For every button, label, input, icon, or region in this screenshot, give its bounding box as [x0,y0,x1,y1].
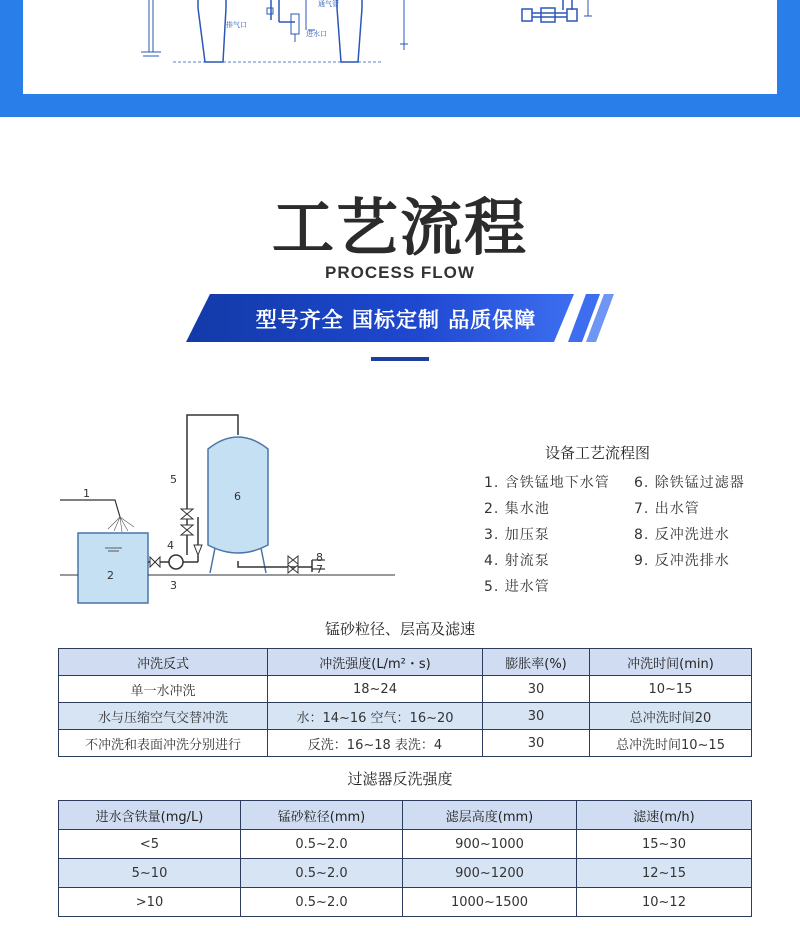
table-cell: 水与压缩空气交替冲洗 [59,703,268,730]
process-diagram [50,405,410,610]
legend-item-8: 8. 反冲洗进水 [634,527,730,543]
table-row [59,676,752,703]
diagram-label-2: 2 [107,569,114,582]
table-cell: 30 [483,730,590,757]
table2-header: 进水含铁量(mg/L) [59,801,241,830]
table-cell: 反洗：16~18 表洗：4 [268,730,483,757]
table-cell: >10 [59,888,241,917]
legend-item-7: 7. 出水管 [634,501,700,517]
table-cell: 0.5~2.0 [241,830,403,859]
table2-header-row [59,801,752,830]
table-cell: 单一水冲洗 [59,676,268,703]
diagram-label-5: 5 [170,473,177,486]
diagram-label-7: 7 [316,563,323,576]
diagram-label-6: 6 [234,490,241,503]
table-cell: 0.5~2.0 [241,859,403,888]
table-row [59,703,752,730]
table-cell: 10~15 [590,676,752,703]
table-row [59,859,752,888]
table-row [59,888,752,917]
legend-item-1: 1. 含铁锰地下水管 [484,475,610,491]
top-drawing-frame [0,0,800,117]
page-subtitle: PROCESS FLOW [325,263,475,282]
collection-pool-2 [78,533,148,603]
legend-item-4: 4. 射流泵 [484,553,550,569]
table1-header-row [59,649,752,676]
table2-header: 锰砂粒径(mm) [241,801,403,830]
inlet-label: 进水口 [306,30,327,38]
table1-header: 膨胀率(%) [483,649,590,676]
table-cell: 30 [483,676,590,703]
pipe-label: 通气管 [318,0,339,8]
diagram-label-4: 4 [167,539,174,552]
filter-spec-table [58,800,752,917]
table-cell: 0.5~2.0 [241,888,403,917]
table-cell: 30 [483,703,590,730]
equipment-drawing [23,0,777,94]
table-cell: 不冲洗和表面冲洗分别进行 [59,730,268,757]
vent-label: 排气口 [226,21,247,29]
diagram-label-8: 8 [316,551,323,564]
banner-text: 型号齐全 国标定制 品质保障 [255,308,537,332]
legend-item-5: 5. 进水管 [484,579,550,595]
diagram-label-1: 1 [83,487,90,500]
table1-header: 冲洗反式 [59,649,268,676]
table-cell: 1000~1500 [403,888,577,917]
table-cell: 10~12 [577,888,752,917]
table-cell: 900~1200 [403,859,577,888]
table1-caption: 锰砂粒径、层高及滤速 [324,620,475,638]
section-divider [371,357,429,361]
table-cell: 900~1000 [403,830,577,859]
table-cell: 15~30 [577,830,752,859]
legend-item-6: 6. 除铁锰过滤器 [634,475,745,491]
top-drawing-panel [23,0,777,94]
legend-title: 设备工艺流程图 [545,444,651,462]
table-cell: 总冲洗时间20 [590,703,752,730]
legend-item-3: 3. 加压泵 [484,527,550,543]
table-cell: 5~10 [59,859,241,888]
table1-header: 冲洗时间(min) [590,649,752,676]
table-cell: 总冲洗时间10~15 [590,730,752,757]
table2-header: 滤层高度(mm) [403,801,577,830]
legend-item-9: 9. 反冲洗排水 [634,553,730,569]
page-title: 工艺流程 [271,191,528,264]
table1-header: 冲洗强度(L/m²・s) [268,649,483,676]
table-cell: <5 [59,830,241,859]
backwash-table [58,648,752,757]
feature-banner [186,294,614,342]
legend-item-2: 2. 集水池 [484,501,550,517]
table2-caption: 过滤器反洗强度 [347,770,453,788]
table-cell: 12~15 [577,859,752,888]
table2-header: 滤速(m/h) [577,801,752,830]
table-row [59,730,752,757]
table-cell: 18~24 [268,676,483,703]
table-cell: 水：14~16 空气：16~20 [268,703,483,730]
diagram-label-3: 3 [170,579,177,592]
table-row [59,830,752,859]
